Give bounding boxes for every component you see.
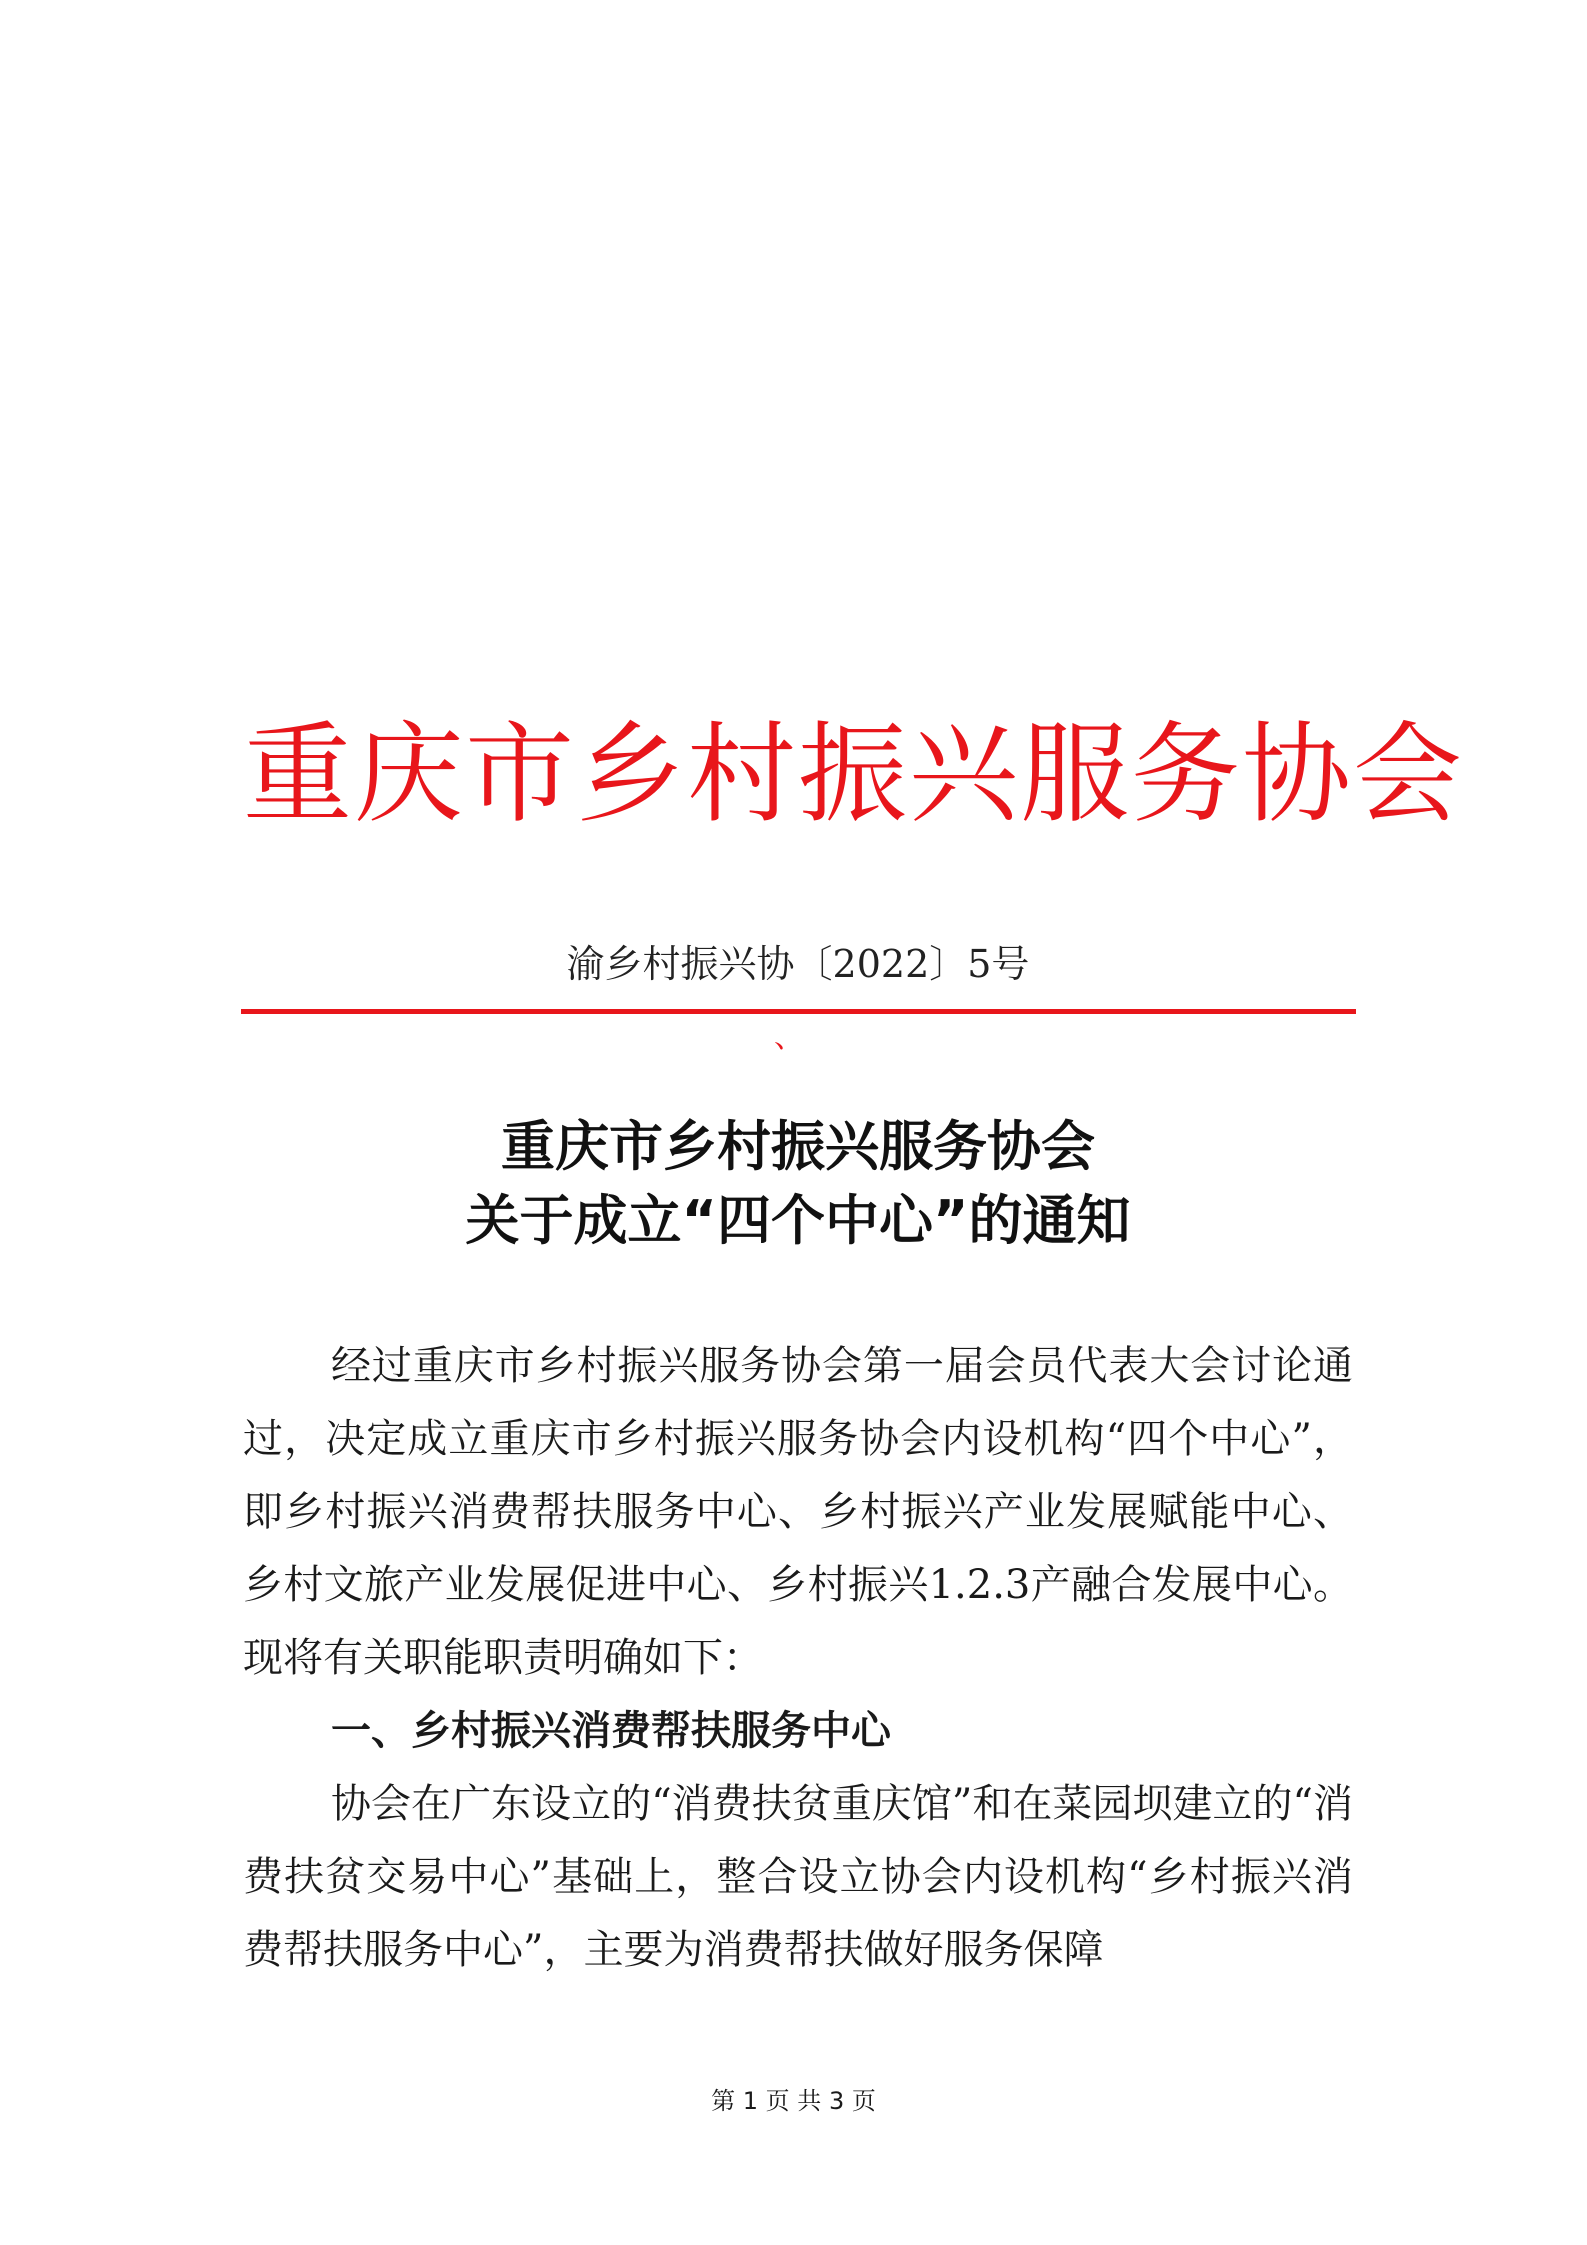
section-1-paragraph: 协会在广东设立的“消费扶贫重庆馆”和在菜园坝建立的“消费扶贫交易中心”基础上，整合设立协会内设机构“乡村振兴消费帮扶服务中心”，主要为消费帮扶做好服务保障 (243, 1781, 1353, 1973)
document-title-line-2: 关于成立“四个中心”的通知 (465, 1189, 1131, 1252)
stray-mark: 、 (774, 1020, 804, 1055)
intro-paragraph: 经过重庆市乡村振兴服务协会第一届会员代表大会讨论通过，决定成立重庆市乡村振兴服务协会内设机构“四个中心”，即乡村振兴消费帮扶服务中心、乡村振兴产业发展赋能中心、乡村文旅产业发展促进中心、乡村振兴1.2.3产融合发展中心。现将有关职能职责明确如下： (243, 1343, 1353, 1681)
document-number: 渝乡村振兴协〔2022〕5号 (566, 942, 1030, 986)
document-title-line-1: 重庆市乡村振兴服务协会 (501, 1115, 1095, 1178)
page-footer: 第 1 页 共 3 页 (711, 2087, 876, 2115)
document-body (243, 1330, 1353, 1987)
red-masthead: 重庆市乡村振兴服务协会 (243, 711, 1464, 838)
section-heading-1: 一、乡村振兴消费帮扶服务中心 (331, 1708, 891, 1754)
red-divider-line (241, 1009, 1356, 1014)
